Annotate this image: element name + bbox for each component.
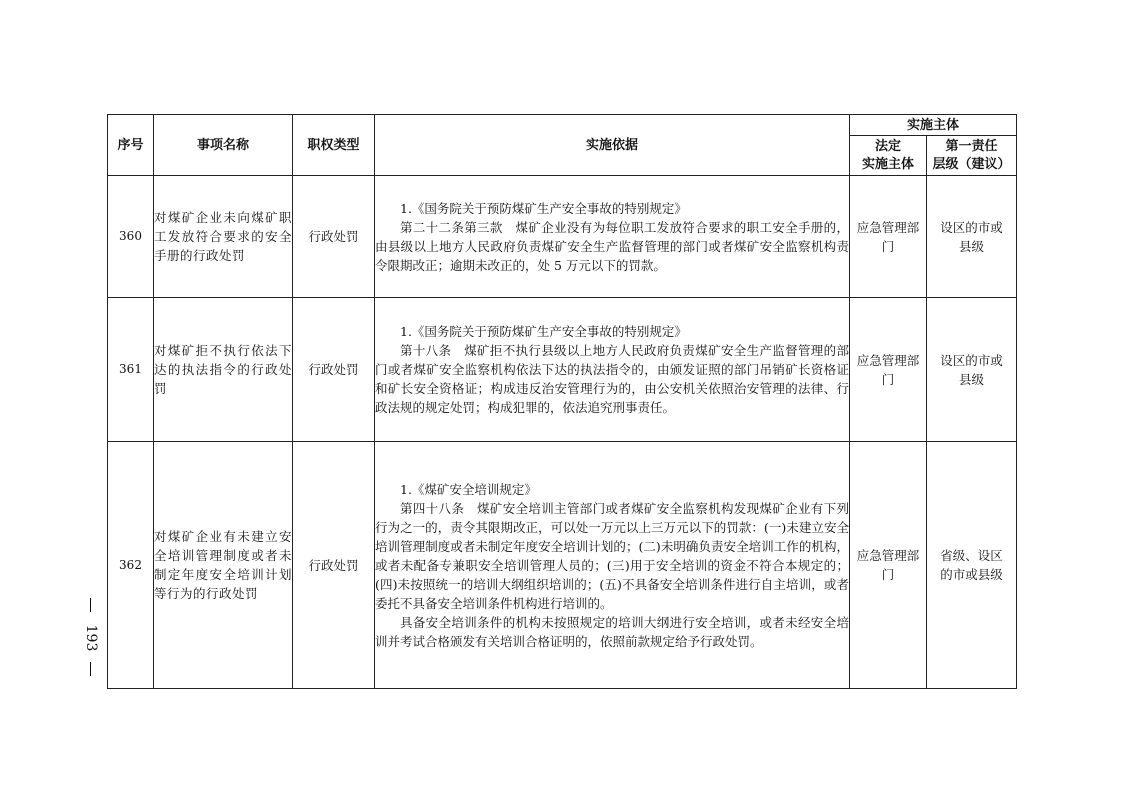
basis-paragraph: 第四十八条 煤矿安全培训主管部门或者煤矿安全监察机构发现煤矿企业有下列行为之一的，责令其限期改正，可以处一万元以上三万元以下的罚款：(一)未建立安全培训管理制度或者未制定年度安全培训计划的；(二)未明确负责安全培训工作的机构，或者未配备专兼职安全培训管理人员的；(三)用于安全培训的资金不符合本规定的；(四)未按照统一的培训大纲组织培训的；(五)不具备安全培训条件进行自主培训，或者委托不具备安全培训条件机构进行培训的。 bbox=[375, 500, 849, 611]
enforcement-items-table bbox=[107, 114, 1017, 689]
basis-paragraph: 具备安全培训条件的机构未按照规定的培训大纲进行安全培训，或者未经安全培训并考试合格颁发有关培训合格证明的，依照前款规定给予行政处罚。 bbox=[375, 614, 849, 649]
page-number-dash-top bbox=[90, 598, 91, 612]
header-first-responsibility bbox=[927, 136, 1017, 176]
header-legal-subject-line1: 法定 bbox=[874, 138, 901, 154]
basis-paragraph: 1.《煤矿安全培训规定》 bbox=[400, 481, 537, 497]
header-power-type: 职权类型 bbox=[293, 115, 375, 176]
basis-paragraph: 1.《国务院关于预防煤矿生产安全事故的特别规定》 bbox=[400, 200, 687, 216]
row-first-responsibility: 省级、设区的市或县级 bbox=[927, 442, 1017, 689]
table-row bbox=[108, 442, 1017, 689]
table-row bbox=[108, 176, 1017, 298]
row-serial: 360 bbox=[108, 176, 154, 298]
row-legal-subject: 应急管理部门 bbox=[850, 176, 927, 298]
page-number bbox=[76, 598, 106, 678]
row-item-name: 对煤矿企业有未建立安全培训管理制度或者未制定年度安全培训计划等行为的行政处罚 bbox=[154, 442, 293, 689]
header-basis: 实施依据 bbox=[375, 115, 850, 176]
row-basis bbox=[375, 442, 850, 689]
row-item-name: 对煤矿企业未向煤矿职工发放符合要求的安全手册的行政处罚 bbox=[154, 176, 293, 298]
table-row bbox=[108, 298, 1017, 442]
header-first-resp-line1: 第一责任 bbox=[945, 138, 998, 154]
header-subject-group: 实施主体 bbox=[850, 115, 1017, 136]
row-serial: 361 bbox=[108, 298, 154, 442]
row-power-type: 行政处罚 bbox=[293, 176, 375, 298]
header-serial: 序号 bbox=[108, 115, 154, 176]
header-item-name: 事项名称 bbox=[154, 115, 293, 176]
row-legal-subject: 应急管理部门 bbox=[850, 442, 927, 689]
header-first-resp-line2: 层级（建议） bbox=[932, 156, 1011, 172]
basis-paragraph: 第十八条 煤矿拒不执行县级以上地方人民政府负责煤矿安全生产监督管理的部门或者煤矿安全监察机构依法下达的执法指令的，由颁发证照的部门吊销矿长资格证和矿长安全资格证；构成违反治安管理行为的，由公安机关依照治安管理的法律、行政法规的规定处罚；构成犯罪的，依法追究刑事责任。 bbox=[375, 343, 849, 415]
header-legal-subject-line2: 实施主体 bbox=[861, 156, 914, 172]
row-basis bbox=[375, 298, 850, 442]
basis-paragraph: 1.《国务院关于预防煤矿生产安全事故的特别规定》 bbox=[400, 324, 687, 339]
basis-paragraph: 第二十二条第三款 煤矿企业没有为每位职工发放符合要求的职工安全手册的，由县级以上地方人民政府负责煤矿安全生产监督管理的部门或者煤矿安全监察机构责令限期改正；逾期未改正的，处 5 万元以下的罚款。 bbox=[375, 219, 849, 273]
row-first-responsibility: 设区的市或县级 bbox=[927, 298, 1017, 442]
row-item-name: 对煤矿拒不执行依法下达的执法指令的行政处罚 bbox=[154, 298, 293, 442]
row-power-type: 行政处罚 bbox=[293, 442, 375, 689]
row-legal-subject: 应急管理部门 bbox=[850, 298, 927, 442]
row-basis bbox=[375, 176, 850, 298]
header-legal-subject bbox=[850, 136, 927, 176]
row-power-type: 行政处罚 bbox=[293, 298, 375, 442]
page-number-dash-bottom bbox=[90, 662, 91, 676]
row-first-responsibility: 设区的市或县级 bbox=[927, 176, 1017, 298]
page-number-text: 193 bbox=[83, 624, 99, 652]
row-serial: 362 bbox=[108, 442, 154, 689]
